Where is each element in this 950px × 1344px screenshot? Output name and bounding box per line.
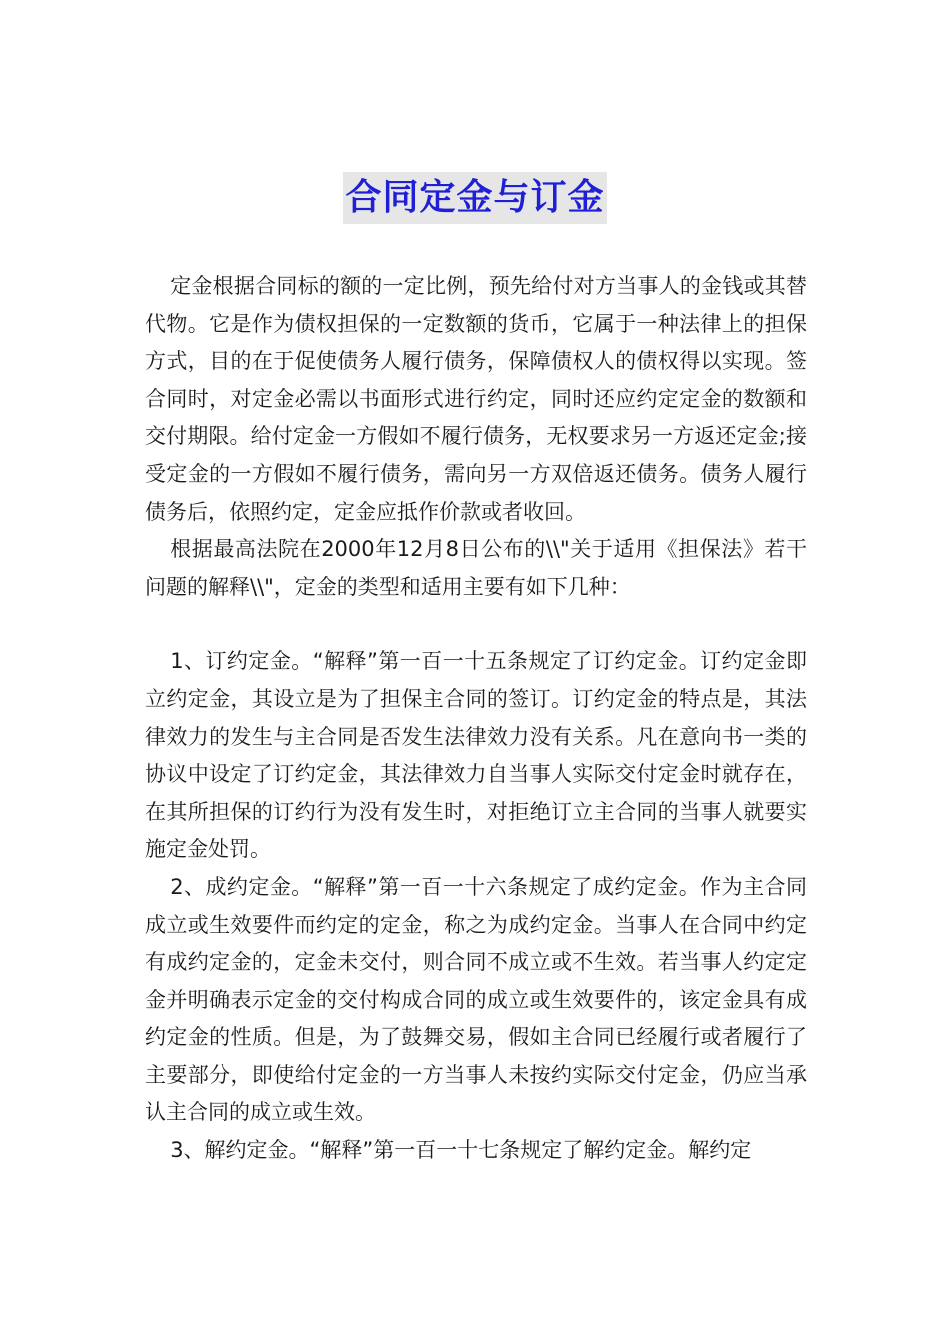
paragraph-intro: 定金根据合同标的额的一定比例，预先给付对方当事人的金钱或其替代物。它是作为债权担保的一定数额的货币，它属于一种法律上的担保方式，目的在于促使债务人履行债务，保障债权人的债权得以实现。签合同时，对定金必需以书面形式进行约定，同时还应约定定金的数额和交付期限。给付定金一方假如不履行债务，无权要求另一方返还定金;接受定金的一方假如不履行债务，需向另一方双倍返还债务。债务人履行债务后，依照约定，定金应抵作价款或者收回。 [145,274,807,524]
paragraph-type-1: 1、订约定金。“解释”第一百一十五条规定了订约定金。订约定金即立约定金，其设立是为了担保主合同的签订。订约定金的特点是，其法律效力的发生与主合同是否发生法律效力没有关系。凡在意向书一类的协议中设定了订约定金，其法律效力自当事人实际交付定金时就存在，在其所担保的订约行为没有发生时，对拒绝订立主合同的当事人就要实施定金处罚。 [145,649,807,862]
paragraph-type-3: 3、解约定金。“解释”第一百一十七条规定了解约定金。解约定 [170,1138,752,1163]
document-title: 合同定金与订金 [343,172,606,224]
document-body [145,268,807,1170]
title-container [0,172,950,224]
paragraph-type-2: 2、成约定金。“解释”第一百一十六条规定了成约定金。作为主合同成立或生效要件而约定的定金，称之为成约定金。当事人在合同中约定有成约定金的，定金未交付，则合同不成立或不生效。若当事人约定定金并明确表示定金的交付构成合同的成立或生效要件的，该定金具有成约定金的性质。但是，为了鼓舞交易，假如主合同已经履行或者履行了主要部分，即使给付定金的一方当事人未按约实际交付定金，仍应当承认主合同的成立或生效。 [145,874,807,1125]
paragraph-types-intro: 根据最高法院在2000年12月8日公布的\\"关于适用《担保法》若干问题的解释\\"，定金的类型和适用主要有如下几种： [145,537,807,599]
